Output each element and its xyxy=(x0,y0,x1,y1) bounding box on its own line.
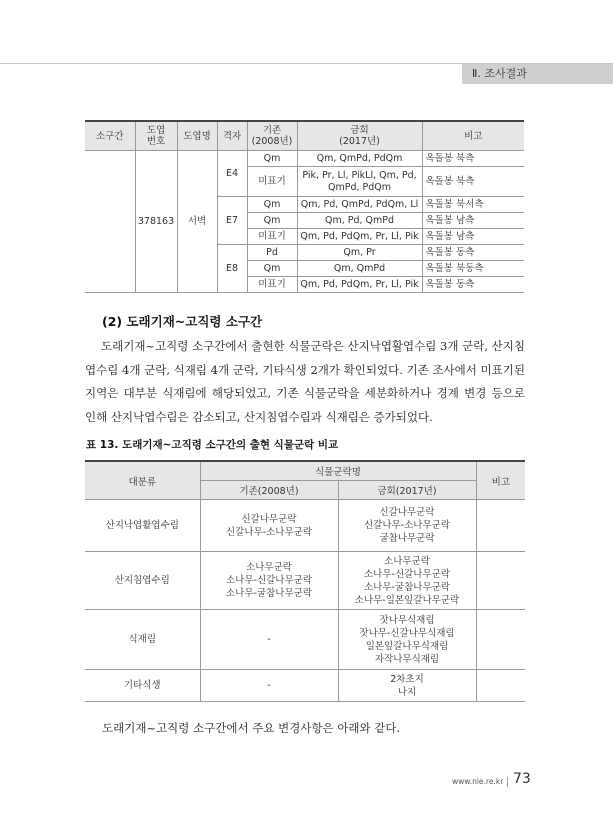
section-cell xyxy=(85,151,135,293)
curr-cell: Qm, QmPd xyxy=(297,261,422,277)
chapter-tab: Ⅱ. 조사결과 xyxy=(462,64,613,84)
col-header-grid: 격자 xyxy=(217,121,247,151)
col-header-prev: 기존(2008년) xyxy=(200,481,338,500)
closing-sentence: 도래기재~고직령 소구간에서 주요 변경사항은 아래와 같다. xyxy=(102,721,401,735)
category-cell: 산지낙엽활엽수림 xyxy=(85,500,200,552)
footer-divider xyxy=(507,777,508,787)
sheet-cell: 서벽 xyxy=(177,151,217,293)
grid-comparison-table xyxy=(85,120,524,293)
curr-cell: Qm, Pd, QmPd xyxy=(297,213,422,229)
page-number: 73 xyxy=(513,771,531,787)
grid-cell: E8 xyxy=(217,245,247,293)
col-header-note: 비고 xyxy=(476,461,525,500)
grid-cell: E7 xyxy=(217,197,247,245)
col-header-curr: 금회(2017년) xyxy=(338,481,476,500)
table-row xyxy=(85,151,524,167)
note-cell: 옥돌봉 북측 xyxy=(422,151,524,167)
prev-cell: - xyxy=(200,610,338,670)
note-cell xyxy=(476,610,525,670)
body-paragraph: 도래기재~고직령 소구간에서 출현한 식물군락은 산지낙엽활엽수림 3개 군락, 산지침엽수림 4개 군락, 식재림 4개 군락, 기타식생 2개가 확인되었다. 기존 조사에서 미표기된 지역은 대부분 식재림에 해당되었고, 기존 식물군락을 세분화하거나 경계 변경 등으로 인해 산지낙엽수림은 감소되고, 산지침엽수림과 식재림은 증가되었다. xyxy=(85,339,525,424)
prev-cell: 신갈나무군락 신갈나무-소나무군락 xyxy=(200,500,338,552)
prev-cell: 미표기 xyxy=(247,167,297,197)
prev-cell: Qm xyxy=(247,261,297,277)
note-cell xyxy=(476,670,525,702)
col-header-sheet: 도엽명 xyxy=(177,121,217,151)
col-header-group: 식물군락명 xyxy=(200,461,476,481)
plant-community-table xyxy=(85,460,525,702)
col-header-category: 대분류 xyxy=(85,461,200,500)
note-cell xyxy=(476,500,525,552)
prev-cell: Pd xyxy=(247,245,297,261)
note-cell xyxy=(476,552,525,610)
curr-cell: Qm, Pd, QmPd, PdQm, Ll xyxy=(297,197,422,213)
curr-cell: 2차초지 나지 xyxy=(338,670,476,702)
prev-cell: Qm xyxy=(247,213,297,229)
code-cell: 378163 xyxy=(135,151,177,293)
curr-cell: Qm, Pr xyxy=(297,245,422,261)
category-cell: 식재림 xyxy=(85,610,200,670)
prev-cell: - xyxy=(200,670,338,702)
section-title: (2) 도래기재~고직령 소구간 xyxy=(102,314,263,329)
table-row xyxy=(85,500,525,552)
curr-cell: 잣나무식재림 잣나무-신갈나무식재림 일본잎갈나무식재림 자작나무식재림 xyxy=(338,610,476,670)
col-header-section: 소구간 xyxy=(85,121,135,151)
note-cell: 옥돌봉 북측 xyxy=(422,167,524,197)
category-cell: 기타식생 xyxy=(85,670,200,702)
note-cell: 옥돌봉 북서측 xyxy=(422,197,524,213)
table-row xyxy=(85,610,525,670)
note-cell: 옥돌봉 남측 xyxy=(422,213,524,229)
col-header-curr: 금회 (2017년) xyxy=(297,121,422,151)
curr-cell: 소나무군락 소나무-신갈나무군락 소나무-굴참나무군락 소나무-일본잎갈나무군락 xyxy=(338,552,476,610)
curr-cell: Qm, QmPd, PdQm xyxy=(297,151,422,167)
col-header-prev: 기존 (2008년) xyxy=(247,121,297,151)
footer-url: www.nie.re.kr xyxy=(452,777,504,786)
prev-cell: 미표기 xyxy=(247,277,297,293)
table-caption: 표 13. 도래기재~고직령 소구간의 출현 식물군락 비교 xyxy=(86,439,339,451)
curr-cell: 신갈나무군락 신갈나무-소나무군락 굴참나무군락 xyxy=(338,500,476,552)
table-header-row xyxy=(85,461,525,481)
col-header-code: 도엽 번호 xyxy=(135,121,177,151)
grid-cell: E4 xyxy=(217,151,247,197)
prev-cell: Qm xyxy=(247,197,297,213)
prev-cell: Qm xyxy=(247,151,297,167)
table-row xyxy=(85,670,525,702)
note-cell: 옥돌봉 동측 xyxy=(422,245,524,261)
prev-cell: 소나무군락 소나무-신갈나무군락 소나무-굴참나무군락 xyxy=(200,552,338,610)
curr-cell: Qm, Pd, PdQm, Pr, Ll, Pik xyxy=(297,277,422,293)
table-row xyxy=(85,552,525,610)
category-cell: 산지침엽수림 xyxy=(85,552,200,610)
note-cell: 옥돌봉 남측 xyxy=(422,229,524,245)
table-header-row xyxy=(85,121,524,151)
curr-cell: Pik, Pr, Ll, PikLl, Qm, Pd, QmPd, PdQm xyxy=(297,167,422,197)
prev-cell: 미표기 xyxy=(247,229,297,245)
col-header-note: 비고 xyxy=(422,121,524,151)
curr-cell: Qm, Pd, PdQm, Pr, Ll, Pik xyxy=(297,229,422,245)
note-cell: 옥돌봉 동측 xyxy=(422,277,524,293)
note-cell: 옥돌봉 북동측 xyxy=(422,261,524,277)
